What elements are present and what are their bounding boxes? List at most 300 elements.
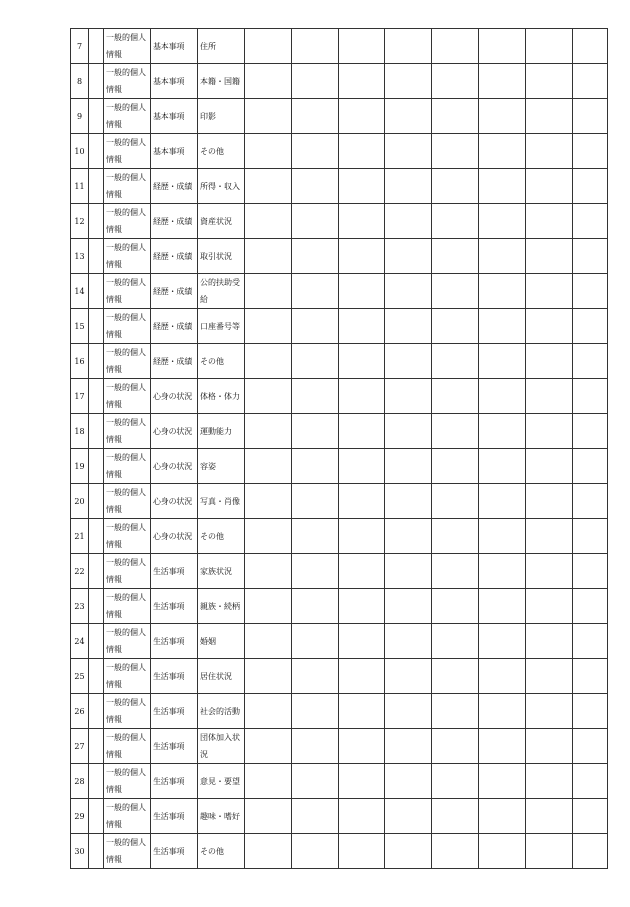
entry-cell (339, 554, 385, 589)
entry-cell (385, 134, 432, 169)
item-cell: 意見・要望 (198, 764, 245, 799)
entry-cell (385, 799, 432, 834)
entry-cell (245, 99, 292, 134)
table-row (71, 799, 608, 834)
row-number-cell: 18 (71, 414, 89, 449)
blank-cell (89, 29, 104, 64)
entry-cell (432, 169, 479, 204)
entry-cell (292, 834, 339, 869)
entry-cell (245, 344, 292, 379)
blank-cell (89, 729, 104, 764)
category-cell: 一般的個人 情報 (104, 64, 151, 99)
category-cell: 一般的個人 情報 (104, 134, 151, 169)
entry-cell (385, 379, 432, 414)
row-number-cell: 15 (71, 309, 89, 344)
blank-cell (89, 204, 104, 239)
entry-cell (292, 274, 339, 309)
entry-cell (526, 379, 573, 414)
row-number-cell: 19 (71, 449, 89, 484)
table-row (71, 729, 608, 764)
item-cell: 所得・収入 (198, 169, 245, 204)
row-number-cell: 27 (71, 729, 89, 764)
item-cell: その他 (198, 519, 245, 554)
row-number-cell: 11 (71, 169, 89, 204)
entry-cell (339, 134, 385, 169)
table-row (71, 554, 608, 589)
blank-cell (89, 554, 104, 589)
table-row (71, 764, 608, 799)
category-cell: 一般的個人 情報 (104, 624, 151, 659)
entry-cell (479, 659, 526, 694)
entry-cell (479, 834, 526, 869)
entry-cell (245, 379, 292, 414)
table-row (71, 449, 608, 484)
category-cell: 一般的個人 情報 (104, 344, 151, 379)
entry-cell (245, 134, 292, 169)
entry-cell (432, 204, 479, 239)
entry-cell (339, 379, 385, 414)
category-cell: 一般的個人 情報 (104, 519, 151, 554)
entry-cell (245, 239, 292, 274)
entry-cell (526, 64, 573, 99)
entry-cell (573, 449, 608, 484)
entry-cell (245, 659, 292, 694)
entry-cell (385, 729, 432, 764)
blank-cell (89, 659, 104, 694)
entry-cell (339, 29, 385, 64)
entry-cell (573, 554, 608, 589)
entry-cell (479, 484, 526, 519)
item-cell: 社会的活動 (198, 694, 245, 729)
group-cell: 生活事項 (151, 799, 198, 834)
category-cell: 一般的個人 情報 (104, 239, 151, 274)
entry-cell (339, 799, 385, 834)
entry-cell (479, 344, 526, 379)
item-cell: 居住状況 (198, 659, 245, 694)
entry-cell (385, 204, 432, 239)
entry-cell (526, 449, 573, 484)
entry-cell (573, 344, 608, 379)
entry-cell (526, 274, 573, 309)
entry-cell (385, 169, 432, 204)
entry-cell (479, 204, 526, 239)
entry-cell (385, 344, 432, 379)
entry-cell (526, 764, 573, 799)
entry-cell (432, 519, 479, 554)
entry-cell (292, 589, 339, 624)
group-cell: 生活事項 (151, 729, 198, 764)
table-row (71, 589, 608, 624)
entry-cell (526, 134, 573, 169)
category-cell: 一般的個人 情報 (104, 379, 151, 414)
entry-cell (432, 344, 479, 379)
category-cell: 一般的個人 情報 (104, 554, 151, 589)
entry-cell (385, 694, 432, 729)
entry-cell (479, 554, 526, 589)
entry-cell (526, 309, 573, 344)
entry-cell (385, 554, 432, 589)
entry-cell (339, 169, 385, 204)
entry-cell (432, 274, 479, 309)
entry-cell (573, 169, 608, 204)
entry-cell (245, 624, 292, 659)
entry-cell (526, 799, 573, 834)
entry-cell (432, 799, 479, 834)
entry-cell (245, 694, 292, 729)
group-cell: 経歴・成績 (151, 309, 198, 344)
entry-cell (339, 834, 385, 869)
table-row (71, 99, 608, 134)
table-row (71, 414, 608, 449)
category-cell: 一般的個人 情報 (104, 799, 151, 834)
blank-cell (89, 449, 104, 484)
category-cell: 一般的個人 情報 (104, 484, 151, 519)
row-number-cell: 23 (71, 589, 89, 624)
group-cell: 経歴・成績 (151, 344, 198, 379)
category-cell: 一般的個人 情報 (104, 729, 151, 764)
blank-cell (89, 589, 104, 624)
entry-cell (292, 99, 339, 134)
entry-cell (432, 29, 479, 64)
entry-cell (292, 624, 339, 659)
entry-cell (385, 309, 432, 344)
entry-cell (339, 274, 385, 309)
entry-cell (526, 239, 573, 274)
entry-cell (479, 239, 526, 274)
entry-cell (292, 379, 339, 414)
row-number-cell: 14 (71, 274, 89, 309)
entry-cell (526, 484, 573, 519)
table-row (71, 519, 608, 554)
entry-cell (385, 64, 432, 99)
entry-cell (573, 484, 608, 519)
row-number-cell: 26 (71, 694, 89, 729)
entry-cell (432, 694, 479, 729)
table-row (71, 169, 608, 204)
entry-cell (292, 414, 339, 449)
blank-cell (89, 624, 104, 659)
item-cell: 公的扶助受 給 (198, 274, 245, 309)
item-cell: 取引状況 (198, 239, 245, 274)
blank-cell (89, 239, 104, 274)
row-number-cell: 7 (71, 29, 89, 64)
row-number-cell: 9 (71, 99, 89, 134)
entry-cell (432, 449, 479, 484)
category-cell: 一般的個人 情報 (104, 99, 151, 134)
blank-cell (89, 274, 104, 309)
entry-cell (432, 414, 479, 449)
entry-cell (479, 729, 526, 764)
category-cell: 一般的個人 情報 (104, 309, 151, 344)
entry-cell (245, 729, 292, 764)
blank-cell (89, 834, 104, 869)
group-cell: 経歴・成績 (151, 239, 198, 274)
category-cell: 一般的個人 情報 (104, 204, 151, 239)
row-number-cell: 21 (71, 519, 89, 554)
entry-cell (479, 799, 526, 834)
item-cell: 趣味・嗜好 (198, 799, 245, 834)
entry-cell (292, 764, 339, 799)
blank-cell (89, 694, 104, 729)
entry-cell (339, 344, 385, 379)
entry-cell (292, 29, 339, 64)
entry-cell (385, 414, 432, 449)
blank-cell (89, 799, 104, 834)
entry-cell (432, 99, 479, 134)
entry-cell (385, 519, 432, 554)
entry-cell (292, 344, 339, 379)
blank-cell (89, 134, 104, 169)
row-number-cell: 12 (71, 204, 89, 239)
entry-cell (339, 519, 385, 554)
row-number-cell: 8 (71, 64, 89, 99)
entry-cell (479, 694, 526, 729)
table-body (71, 29, 608, 869)
category-cell: 一般的個人 情報 (104, 274, 151, 309)
item-cell: 親族・続柄 (198, 589, 245, 624)
group-cell: 基本事項 (151, 29, 198, 64)
entry-cell (339, 589, 385, 624)
entry-cell (526, 414, 573, 449)
entry-cell (479, 379, 526, 414)
row-number-cell: 20 (71, 484, 89, 519)
row-number-cell: 22 (71, 554, 89, 589)
blank-cell (89, 169, 104, 204)
entry-cell (339, 484, 385, 519)
entry-cell (339, 449, 385, 484)
entry-cell (432, 589, 479, 624)
group-cell: 心身の状況 (151, 414, 198, 449)
entry-cell (432, 484, 479, 519)
entry-cell (385, 764, 432, 799)
entry-cell (526, 834, 573, 869)
entry-cell (573, 274, 608, 309)
entry-cell (479, 764, 526, 799)
table-row (71, 694, 608, 729)
category-cell: 一般的個人 情報 (104, 764, 151, 799)
item-cell: 住所 (198, 29, 245, 64)
entry-cell (432, 834, 479, 869)
category-cell: 一般的個人 情報 (104, 29, 151, 64)
item-cell: 口座番号等 (198, 309, 245, 344)
entry-cell (245, 64, 292, 99)
group-cell: 基本事項 (151, 99, 198, 134)
group-cell: 生活事項 (151, 694, 198, 729)
entry-cell (479, 99, 526, 134)
entry-cell (245, 309, 292, 344)
entry-cell (432, 624, 479, 659)
entry-cell (526, 589, 573, 624)
item-cell: 写真・肖像 (198, 484, 245, 519)
entry-cell (385, 834, 432, 869)
group-cell: 心身の状況 (151, 519, 198, 554)
entry-cell (479, 274, 526, 309)
entry-cell (245, 834, 292, 869)
entry-cell (292, 449, 339, 484)
entry-cell (573, 694, 608, 729)
group-cell: 生活事項 (151, 764, 198, 799)
row-number-cell: 29 (71, 799, 89, 834)
entry-cell (432, 764, 479, 799)
row-number-cell: 30 (71, 834, 89, 869)
row-number-cell: 10 (71, 134, 89, 169)
table-row (71, 134, 608, 169)
entry-cell (526, 29, 573, 64)
category-cell: 一般的個人 情報 (104, 589, 151, 624)
entry-cell (573, 834, 608, 869)
row-number-cell: 25 (71, 659, 89, 694)
entry-cell (292, 484, 339, 519)
entry-cell (292, 519, 339, 554)
table-row (71, 344, 608, 379)
category-cell: 一般的個人 情報 (104, 659, 151, 694)
category-cell: 一般的個人 情報 (104, 449, 151, 484)
table-row (71, 379, 608, 414)
category-cell: 一般的個人 情報 (104, 414, 151, 449)
item-cell: その他 (198, 834, 245, 869)
category-cell: 一般的個人 情報 (104, 694, 151, 729)
entry-cell (339, 659, 385, 694)
group-cell: 生活事項 (151, 659, 198, 694)
entry-cell (479, 169, 526, 204)
entry-cell (432, 379, 479, 414)
item-cell: 印影 (198, 99, 245, 134)
entry-cell (339, 99, 385, 134)
entry-cell (432, 239, 479, 274)
entry-cell (526, 694, 573, 729)
entry-cell (526, 204, 573, 239)
entry-cell (573, 729, 608, 764)
entry-cell (245, 29, 292, 64)
entry-cell (385, 29, 432, 64)
group-cell: 生活事項 (151, 624, 198, 659)
entry-cell (385, 484, 432, 519)
row-number-cell: 28 (71, 764, 89, 799)
entry-cell (292, 309, 339, 344)
entry-cell (292, 659, 339, 694)
entry-cell (385, 624, 432, 659)
row-number-cell: 13 (71, 239, 89, 274)
entry-cell (479, 134, 526, 169)
item-cell: その他 (198, 134, 245, 169)
entry-cell (526, 729, 573, 764)
entry-cell (479, 519, 526, 554)
item-cell: その他 (198, 344, 245, 379)
table-row (71, 64, 608, 99)
entry-cell (292, 239, 339, 274)
blank-cell (89, 309, 104, 344)
entry-cell (573, 624, 608, 659)
item-cell: 家族状況 (198, 554, 245, 589)
row-number-cell: 17 (71, 379, 89, 414)
table-row (71, 309, 608, 344)
entry-cell (432, 554, 479, 589)
entry-cell (245, 484, 292, 519)
item-cell: 運動能力 (198, 414, 245, 449)
entry-cell (292, 729, 339, 764)
item-cell: 体格・体力 (198, 379, 245, 414)
entry-cell (573, 204, 608, 239)
table-row (71, 274, 608, 309)
entry-cell (432, 729, 479, 764)
group-cell: 心身の状況 (151, 484, 198, 519)
item-cell: 資産状況 (198, 204, 245, 239)
group-cell: 経歴・成績 (151, 274, 198, 309)
group-cell: 基本事項 (151, 64, 198, 99)
table-row (71, 659, 608, 694)
entry-cell (573, 519, 608, 554)
blank-cell (89, 64, 104, 99)
group-cell: 心身の状況 (151, 449, 198, 484)
table-row (71, 484, 608, 519)
entry-cell (432, 659, 479, 694)
entry-cell (292, 554, 339, 589)
entry-cell (573, 309, 608, 344)
personal-info-table (70, 28, 608, 869)
entry-cell (526, 169, 573, 204)
entry-cell (245, 554, 292, 589)
item-cell: 婚姻 (198, 624, 245, 659)
entry-cell (573, 764, 608, 799)
table-row (71, 204, 608, 239)
entry-cell (245, 589, 292, 624)
entry-cell (339, 729, 385, 764)
entry-cell (573, 239, 608, 274)
table-row (71, 624, 608, 659)
group-cell: 生活事項 (151, 589, 198, 624)
entry-cell (339, 204, 385, 239)
entry-cell (479, 309, 526, 344)
entry-cell (339, 764, 385, 799)
entry-cell (479, 589, 526, 624)
entry-cell (573, 64, 608, 99)
category-cell: 一般的個人 情報 (104, 169, 151, 204)
group-cell: 基本事項 (151, 134, 198, 169)
entry-cell (526, 659, 573, 694)
entry-cell (339, 239, 385, 274)
entry-cell (292, 169, 339, 204)
entry-cell (432, 64, 479, 99)
entry-cell (573, 29, 608, 64)
entry-cell (385, 274, 432, 309)
entry-cell (385, 589, 432, 624)
entry-cell (573, 589, 608, 624)
entry-cell (479, 624, 526, 659)
entry-cell (526, 99, 573, 134)
entry-cell (432, 309, 479, 344)
blank-cell (89, 379, 104, 414)
blank-cell (89, 414, 104, 449)
entry-cell (573, 414, 608, 449)
entry-cell (339, 694, 385, 729)
table-row (71, 29, 608, 64)
blank-cell (89, 484, 104, 519)
entry-cell (245, 169, 292, 204)
row-number-cell: 16 (71, 344, 89, 379)
entry-cell (573, 99, 608, 134)
blank-cell (89, 519, 104, 554)
entry-cell (245, 519, 292, 554)
entry-cell (339, 624, 385, 659)
entry-cell (292, 204, 339, 239)
group-cell: 生活事項 (151, 834, 198, 869)
entry-cell (245, 764, 292, 799)
entry-cell (245, 449, 292, 484)
group-cell: 生活事項 (151, 554, 198, 589)
entry-cell (526, 344, 573, 379)
entry-cell (339, 309, 385, 344)
entry-cell (573, 659, 608, 694)
